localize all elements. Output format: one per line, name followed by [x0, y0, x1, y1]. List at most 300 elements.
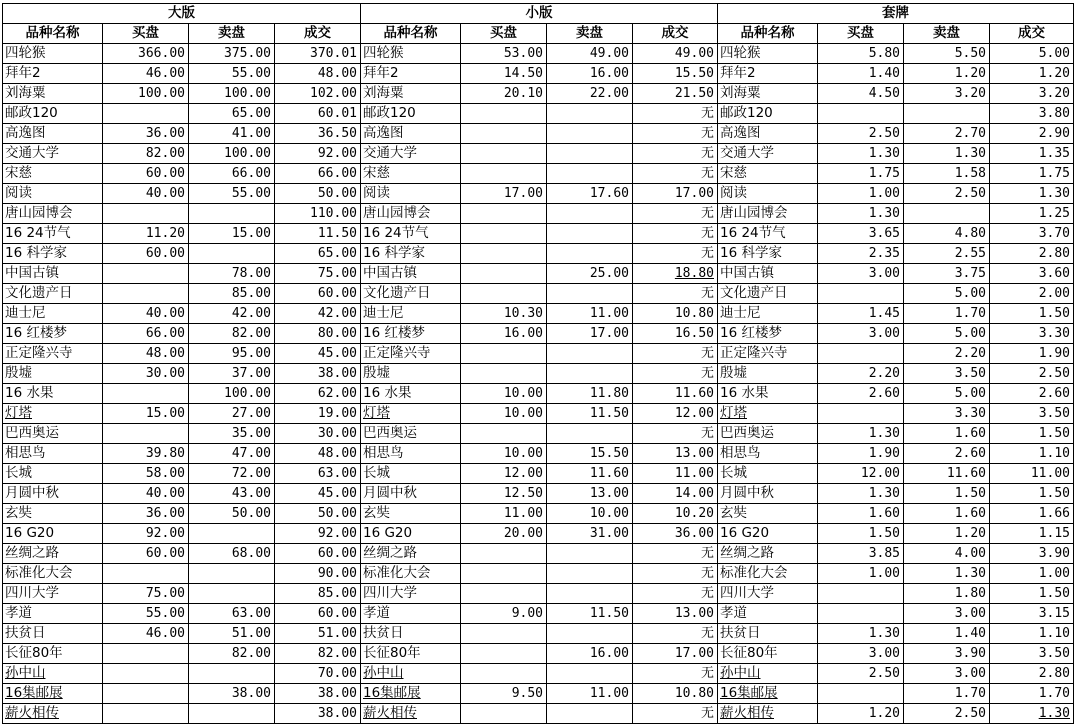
deal-price-taopai: 1.90 — [990, 344, 1074, 364]
ask-price-daban: 41.00 — [189, 124, 275, 144]
bid-price-daban: 100.00 — [103, 84, 189, 104]
ask-price-xiaoban: 25.00 — [547, 264, 633, 284]
ask-price-daban: 65.00 — [189, 104, 275, 124]
bid-price-daban: 58.00 — [103, 464, 189, 484]
deal-price-xiaoban: 12.00 — [633, 404, 718, 424]
variety-name-daban: 中国古镇 — [3, 264, 103, 284]
table-row — [3, 504, 1074, 524]
bid-price-daban: 60.00 — [103, 244, 189, 264]
bid-price-xiaoban: 20.10 — [461, 84, 547, 104]
deal-price-xiaoban: 无 — [633, 244, 718, 264]
bid-price-taopai: 1.20 — [818, 704, 904, 724]
bid-price-taopai: 3.00 — [818, 264, 904, 284]
variety-name-taopai: 交通大学 — [718, 144, 818, 164]
deal-price-taopai: 1.20 — [990, 64, 1074, 84]
variety-name-xiaoban: 16 水果 — [361, 384, 461, 404]
bid-price-xiaoban: 12.50 — [461, 484, 547, 504]
variety-name-daban: 阅读 — [3, 184, 103, 204]
deal-price-xiaoban: 无 — [633, 204, 718, 224]
bid-price-taopai: 3.00 — [818, 324, 904, 344]
deal-price-daban: 370.01 — [275, 44, 361, 64]
deal-price-xiaoban: 无 — [633, 364, 718, 384]
variety-name-daban: 16 G20 — [3, 524, 103, 544]
deal-price-xiaoban: 无 — [633, 424, 718, 444]
variety-name-xiaoban: 文化遗产日 — [361, 284, 461, 304]
table-row — [3, 104, 1074, 124]
table-row — [3, 604, 1074, 624]
ask-price-daban — [189, 524, 275, 544]
variety-name-daban: 殷墟 — [3, 364, 103, 384]
bid-price-daban: 36.00 — [103, 504, 189, 524]
table-row — [3, 264, 1074, 284]
variety-name-xiaoban: 迪士尼 — [361, 304, 461, 324]
ask-price-daban — [189, 244, 275, 264]
deal-price-xiaoban: 10.80 — [633, 684, 718, 704]
bid-price-taopai: 5.80 — [818, 44, 904, 64]
ask-price-xiaoban — [547, 284, 633, 304]
ask-price-taopai: 3.90 — [904, 644, 990, 664]
variety-name-xiaoban: 阅读 — [361, 184, 461, 204]
deal-price-daban: 60.01 — [275, 104, 361, 124]
deal-price-daban: 30.00 — [275, 424, 361, 444]
deal-price-xiaoban: 13.00 — [633, 444, 718, 464]
ask-price-taopai: 5.00 — [904, 384, 990, 404]
bid-price-daban: 55.00 — [103, 604, 189, 624]
ask-price-daban: 43.00 — [189, 484, 275, 504]
ask-price-taopai: 2.60 — [904, 444, 990, 464]
deal-price-daban: 45.00 — [275, 344, 361, 364]
bid-price-taopai: 2.35 — [818, 244, 904, 264]
deal-price-taopai: 1.35 — [990, 144, 1074, 164]
bid-price-taopai: 12.00 — [818, 464, 904, 484]
deal-price-xiaoban: 无 — [633, 664, 718, 684]
bid-price-taopai: 2.60 — [818, 384, 904, 404]
bid-price-daban — [103, 704, 189, 724]
variety-name-taopai: 孝道 — [718, 604, 818, 624]
variety-name-xiaoban: 灯塔 — [361, 404, 461, 424]
deal-price-daban: 51.00 — [275, 624, 361, 644]
ask-price-taopai: 1.70 — [904, 304, 990, 324]
variety-name-daban: 迪士尼 — [3, 304, 103, 324]
bid-price-xiaoban: 10.30 — [461, 304, 547, 324]
deal-price-taopai: 3.70 — [990, 224, 1074, 244]
deal-price-daban: 11.50 — [275, 224, 361, 244]
group-header-row — [3, 4, 1074, 24]
table-row — [3, 424, 1074, 444]
bid-price-daban: 75.00 — [103, 584, 189, 604]
bid-price-xiaoban: 20.00 — [461, 524, 547, 544]
ask-price-daban: 82.00 — [189, 324, 275, 344]
bid-price-taopai — [818, 404, 904, 424]
bid-price-daban: 92.00 — [103, 524, 189, 544]
deal-price-xiaoban: 无 — [633, 704, 718, 724]
ask-price-daban — [189, 204, 275, 224]
ask-price-taopai: 2.70 — [904, 124, 990, 144]
deal-price-taopai: 1.50 — [990, 584, 1074, 604]
table-row — [3, 404, 1074, 424]
ask-price-daban: 95.00 — [189, 344, 275, 364]
deal-price-xiaoban: 无 — [633, 624, 718, 644]
ask-price-taopai: 1.60 — [904, 504, 990, 524]
bid-price-taopai: 2.50 — [818, 664, 904, 684]
bid-price-xiaoban — [461, 104, 547, 124]
deal-price-xiaoban: 36.00 — [633, 524, 718, 544]
variety-name-xiaoban: 四轮猴 — [361, 44, 461, 64]
table-row — [3, 224, 1074, 244]
deal-price-daban: 75.00 — [275, 264, 361, 284]
col-header-bid: 买盘 — [103, 24, 189, 44]
bid-price-daban: 60.00 — [103, 164, 189, 184]
bid-price-taopai: 1.30 — [818, 424, 904, 444]
ask-price-xiaoban — [547, 364, 633, 384]
bid-price-xiaoban: 14.50 — [461, 64, 547, 84]
bid-price-taopai: 3.00 — [818, 644, 904, 664]
table-row — [3, 384, 1074, 404]
bid-price-daban — [103, 424, 189, 444]
deal-price-daban: 45.00 — [275, 484, 361, 504]
variety-name-taopai: 16 红楼梦 — [718, 324, 818, 344]
deal-price-xiaoban: 无 — [633, 124, 718, 144]
bid-price-taopai: 1.45 — [818, 304, 904, 324]
variety-name-xiaoban: 扶贫日 — [361, 624, 461, 644]
table-row — [3, 84, 1074, 104]
variety-name-xiaoban: 月圆中秋 — [361, 484, 461, 504]
bid-price-taopai: 1.30 — [818, 144, 904, 164]
deal-price-taopai: 1.30 — [990, 704, 1074, 724]
variety-name-xiaoban: 孝道 — [361, 604, 461, 624]
deal-price-taopai: 1.10 — [990, 444, 1074, 464]
deal-price-xiaoban: 无 — [633, 284, 718, 304]
bid-price-daban: 60.00 — [103, 544, 189, 564]
bid-price-daban: 40.00 — [103, 304, 189, 324]
bid-price-xiaoban — [461, 164, 547, 184]
col-header-name: 品种名称 — [361, 24, 461, 44]
ask-price-xiaoban — [547, 164, 633, 184]
ask-price-daban — [189, 584, 275, 604]
table-row — [3, 184, 1074, 204]
deal-price-taopai: 1.70 — [990, 684, 1074, 704]
deal-price-xiaoban: 无 — [633, 224, 718, 244]
ask-price-xiaoban — [547, 584, 633, 604]
bid-price-xiaoban: 9.00 — [461, 604, 547, 624]
variety-name-taopai: 相思鸟 — [718, 444, 818, 464]
variety-name-taopai: 薪火相传 — [718, 704, 818, 724]
variety-name-xiaoban: 中国古镇 — [361, 264, 461, 284]
bid-price-taopai: 1.50 — [818, 524, 904, 544]
ask-price-daban: 66.00 — [189, 164, 275, 184]
deal-price-xiaoban: 18.80 — [633, 264, 718, 284]
col-header-name: 品种名称 — [3, 24, 103, 44]
variety-name-taopai: 四川大学 — [718, 584, 818, 604]
variety-name-taopai: 宋慈 — [718, 164, 818, 184]
ask-price-xiaoban — [547, 564, 633, 584]
deal-price-daban: 66.00 — [275, 164, 361, 184]
variety-name-taopai: 16集邮展 — [718, 684, 818, 704]
price-table — [2, 3, 1074, 724]
bid-price-xiaoban — [461, 224, 547, 244]
table-body — [3, 44, 1074, 724]
deal-price-taopai: 3.20 — [990, 84, 1074, 104]
variety-name-taopai: 拜年2 — [718, 64, 818, 84]
bid-price-taopai: 4.50 — [818, 84, 904, 104]
bid-price-daban: 11.20 — [103, 224, 189, 244]
deal-price-taopai: 2.60 — [990, 384, 1074, 404]
col-header-bid: 买盘 — [461, 24, 547, 44]
deal-price-daban: 92.00 — [275, 144, 361, 164]
ask-price-xiaoban: 17.60 — [547, 184, 633, 204]
deal-price-taopai: 3.30 — [990, 324, 1074, 344]
deal-price-taopai: 2.00 — [990, 284, 1074, 304]
bid-price-daban: 30.00 — [103, 364, 189, 384]
table-row — [3, 64, 1074, 84]
ask-price-taopai: 4.00 — [904, 544, 990, 564]
ask-price-taopai: 1.20 — [904, 524, 990, 544]
variety-name-taopai: 长城 — [718, 464, 818, 484]
variety-name-xiaoban: 邮政120 — [361, 104, 461, 124]
ask-price-xiaoban — [547, 124, 633, 144]
deal-price-daban: 48.00 — [275, 444, 361, 464]
ask-price-xiaoban — [547, 424, 633, 444]
variety-name-daban: 长征80年 — [3, 644, 103, 664]
deal-price-daban: 60.00 — [275, 604, 361, 624]
variety-name-taopai: 殷墟 — [718, 364, 818, 384]
bid-price-taopai: 3.85 — [818, 544, 904, 564]
variety-name-daban: 正定隆兴寺 — [3, 344, 103, 364]
ask-price-taopai: 1.60 — [904, 424, 990, 444]
table-row — [3, 204, 1074, 224]
table-row — [3, 524, 1074, 544]
variety-name-taopai: 中国古镇 — [718, 264, 818, 284]
deal-price-xiaoban: 14.00 — [633, 484, 718, 504]
deal-price-xiaoban: 49.00 — [633, 44, 718, 64]
bid-price-daban — [103, 644, 189, 664]
bid-price-xiaoban: 10.00 — [461, 384, 547, 404]
ask-price-xiaoban: 11.00 — [547, 304, 633, 324]
deal-price-xiaoban: 10.80 — [633, 304, 718, 324]
bid-price-daban: 82.00 — [103, 144, 189, 164]
deal-price-taopai: 2.90 — [990, 124, 1074, 144]
ask-price-xiaoban: 11.80 — [547, 384, 633, 404]
bid-price-taopai: 1.00 — [818, 184, 904, 204]
deal-price-xiaoban: 10.20 — [633, 504, 718, 524]
ask-price-xiaoban: 11.50 — [547, 604, 633, 624]
variety-name-xiaoban: 宋慈 — [361, 164, 461, 184]
variety-name-daban: 玄奘 — [3, 504, 103, 524]
bid-price-daban: 46.00 — [103, 624, 189, 644]
variety-name-xiaoban: 拜年2 — [361, 64, 461, 84]
variety-name-xiaoban: 16 科学家 — [361, 244, 461, 264]
bid-price-daban: 36.00 — [103, 124, 189, 144]
variety-name-taopai: 灯塔 — [718, 404, 818, 424]
bid-price-daban: 66.00 — [103, 324, 189, 344]
deal-price-daban: 50.00 — [275, 504, 361, 524]
ask-price-daban — [189, 664, 275, 684]
ask-price-taopai: 3.30 — [904, 404, 990, 424]
variety-name-daban: 四川大学 — [3, 584, 103, 604]
table-row — [3, 464, 1074, 484]
deal-price-xiaoban: 无 — [633, 564, 718, 584]
variety-name-daban: 拜年2 — [3, 64, 103, 84]
deal-price-daban: 63.00 — [275, 464, 361, 484]
deal-price-taopai: 3.15 — [990, 604, 1074, 624]
bid-price-xiaoban — [461, 584, 547, 604]
variety-name-taopai: 长征80年 — [718, 644, 818, 664]
variety-name-daban: 巴西奥运 — [3, 424, 103, 444]
ask-price-xiaoban: 11.00 — [547, 684, 633, 704]
table-row — [3, 284, 1074, 304]
ask-price-daban: 100.00 — [189, 144, 275, 164]
deal-price-daban: 62.00 — [275, 384, 361, 404]
deal-price-xiaoban: 无 — [633, 584, 718, 604]
table-row — [3, 164, 1074, 184]
bid-price-taopai: 2.50 — [818, 124, 904, 144]
bid-price-xiaoban — [461, 264, 547, 284]
bid-price-xiaoban: 12.00 — [461, 464, 547, 484]
table-row — [3, 704, 1074, 724]
variety-name-taopai: 正定隆兴寺 — [718, 344, 818, 364]
ask-price-taopai: 5.00 — [904, 324, 990, 344]
bid-price-taopai: 2.20 — [818, 364, 904, 384]
deal-price-daban: 60.00 — [275, 544, 361, 564]
deal-price-taopai: 1.15 — [990, 524, 1074, 544]
deal-price-taopai: 2.50 — [990, 364, 1074, 384]
variety-name-xiaoban: 正定隆兴寺 — [361, 344, 461, 364]
variety-name-daban: 高逸图 — [3, 124, 103, 144]
ask-price-xiaoban: 15.50 — [547, 444, 633, 464]
variety-name-xiaoban: 相思鸟 — [361, 444, 461, 464]
deal-price-taopai: 1.50 — [990, 424, 1074, 444]
bid-price-taopai: 1.75 — [818, 164, 904, 184]
bid-price-xiaoban — [461, 144, 547, 164]
table-row — [3, 124, 1074, 144]
variety-name-daban: 唐山园博会 — [3, 204, 103, 224]
variety-name-daban: 刘海粟 — [3, 84, 103, 104]
bid-price-xiaoban — [461, 424, 547, 444]
deal-price-taopai: 1.10 — [990, 624, 1074, 644]
deal-price-daban: 110.00 — [275, 204, 361, 224]
bid-price-xiaoban: 53.00 — [461, 44, 547, 64]
ask-price-xiaoban: 22.00 — [547, 84, 633, 104]
bid-price-xiaoban — [461, 644, 547, 664]
variety-name-xiaoban: 标准化大会 — [361, 564, 461, 584]
variety-name-xiaoban: 孙中山 — [361, 664, 461, 684]
variety-name-taopai: 16 科学家 — [718, 244, 818, 264]
col-header-ask: 卖盘 — [189, 24, 275, 44]
col-header-name: 品种名称 — [718, 24, 818, 44]
bid-price-daban — [103, 384, 189, 404]
ask-price-taopai: 2.20 — [904, 344, 990, 364]
variety-name-taopai: 唐山园博会 — [718, 204, 818, 224]
bid-price-xiaoban — [461, 564, 547, 584]
bid-price-taopai — [818, 104, 904, 124]
deal-price-daban: 85.00 — [275, 584, 361, 604]
variety-name-daban: 文化遗产日 — [3, 284, 103, 304]
ask-price-xiaoban — [547, 224, 633, 244]
col-header-deal: 成交 — [275, 24, 361, 44]
ask-price-daban: 38.00 — [189, 684, 275, 704]
ask-price-taopai — [904, 104, 990, 124]
bid-price-daban — [103, 664, 189, 684]
ask-price-xiaoban: 11.60 — [547, 464, 633, 484]
bid-price-xiaoban — [461, 704, 547, 724]
variety-name-xiaoban: 丝绸之路 — [361, 544, 461, 564]
bid-price-taopai — [818, 684, 904, 704]
table-row — [3, 624, 1074, 644]
deal-price-taopai: 1.30 — [990, 184, 1074, 204]
bid-price-xiaoban — [461, 204, 547, 224]
ask-price-taopai: 1.40 — [904, 624, 990, 644]
table-row — [3, 544, 1074, 564]
bid-price-xiaoban — [461, 284, 547, 304]
ask-price-daban: 15.00 — [189, 224, 275, 244]
bid-price-daban — [103, 684, 189, 704]
deal-price-taopai: 3.60 — [990, 264, 1074, 284]
ask-price-taopai: 2.50 — [904, 704, 990, 724]
ask-price-taopai: 1.30 — [904, 144, 990, 164]
deal-price-daban: 38.00 — [275, 704, 361, 724]
variety-name-taopai: 16 水果 — [718, 384, 818, 404]
ask-price-taopai: 1.58 — [904, 164, 990, 184]
ask-price-daban: 72.00 — [189, 464, 275, 484]
ask-price-daban: 42.00 — [189, 304, 275, 324]
bid-price-xiaoban — [461, 544, 547, 564]
column-header-row — [3, 24, 1074, 44]
ask-price-daban — [189, 564, 275, 584]
variety-name-daban: 月圆中秋 — [3, 484, 103, 504]
ask-price-xiaoban — [547, 544, 633, 564]
ask-price-daban: 100.00 — [189, 84, 275, 104]
variety-name-taopai: 玄奘 — [718, 504, 818, 524]
ask-price-daban: 37.00 — [189, 364, 275, 384]
ask-price-taopai: 4.80 — [904, 224, 990, 244]
deal-price-taopai: 1.50 — [990, 304, 1074, 324]
ask-price-daban: 68.00 — [189, 544, 275, 564]
bid-price-xiaoban: 10.00 — [461, 404, 547, 424]
ask-price-daban: 82.00 — [189, 644, 275, 664]
bid-price-taopai: 1.60 — [818, 504, 904, 524]
variety-name-xiaoban: 刘海粟 — [361, 84, 461, 104]
bid-price-xiaoban: 9.50 — [461, 684, 547, 704]
bid-price-xiaoban — [461, 664, 547, 684]
bid-price-daban — [103, 264, 189, 284]
col-header-deal: 成交 — [633, 24, 718, 44]
variety-name-taopai: 文化遗产日 — [718, 284, 818, 304]
deal-price-xiaoban: 16.50 — [633, 324, 718, 344]
deal-price-daban: 38.00 — [275, 684, 361, 704]
variety-name-daban: 孙中山 — [3, 664, 103, 684]
ask-price-xiaoban — [547, 144, 633, 164]
deal-price-taopai: 1.66 — [990, 504, 1074, 524]
deal-price-daban: 48.00 — [275, 64, 361, 84]
ask-price-taopai: 1.20 — [904, 64, 990, 84]
deal-price-daban: 42.00 — [275, 304, 361, 324]
ask-price-xiaoban: 49.00 — [547, 44, 633, 64]
bid-price-daban — [103, 284, 189, 304]
ask-price-daban: 51.00 — [189, 624, 275, 644]
col-header-ask: 卖盘 — [904, 24, 990, 44]
table-row — [3, 244, 1074, 264]
ask-price-xiaoban: 31.00 — [547, 524, 633, 544]
bid-price-taopai: 1.90 — [818, 444, 904, 464]
ask-price-xiaoban — [547, 624, 633, 644]
bid-price-xiaoban: 10.00 — [461, 444, 547, 464]
col-header-deal: 成交 — [990, 24, 1074, 44]
variety-name-xiaoban: 薪火相传 — [361, 704, 461, 724]
deal-price-taopai: 2.80 — [990, 244, 1074, 264]
ask-price-taopai: 1.70 — [904, 684, 990, 704]
ask-price-xiaoban — [547, 704, 633, 724]
ask-price-taopai: 5.00 — [904, 284, 990, 304]
